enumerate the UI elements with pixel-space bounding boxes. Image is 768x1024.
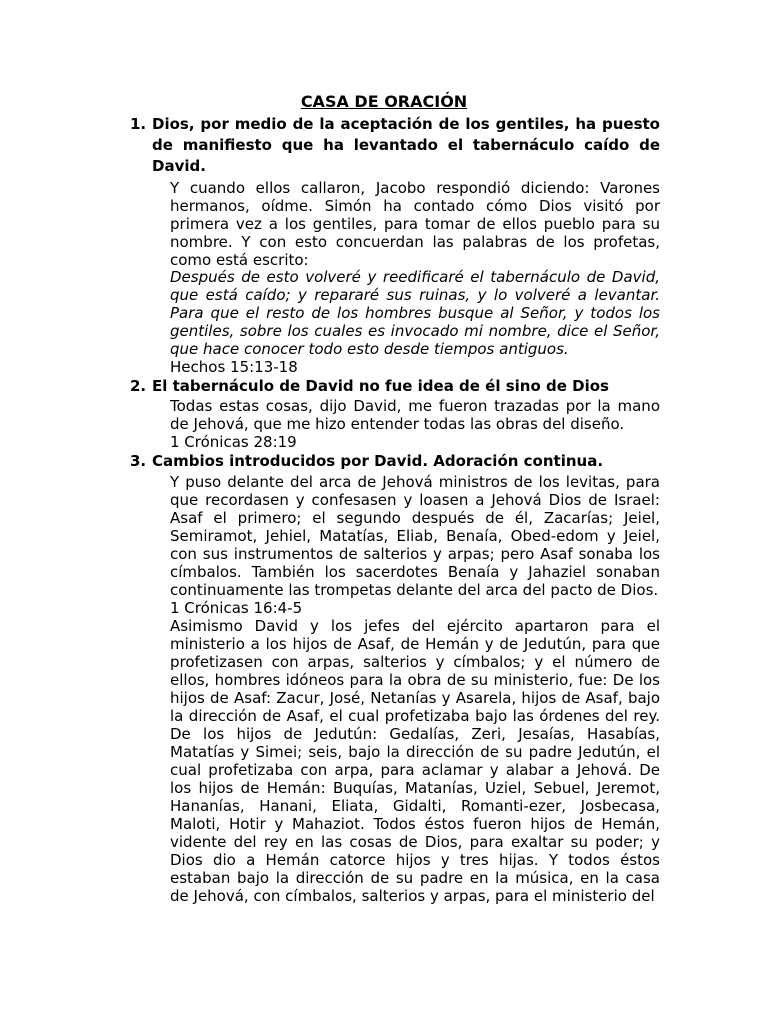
section-heading-text: Dios, por medio de la aceptación de los gentiles, ha puesto de manifiesto que ha levantado el tabernáculo caído de David. — [152, 115, 660, 175]
section-heading-text: El tabernáculo de David no fue idea de él sino de Dios — [152, 377, 609, 395]
section-2-heading — [130, 376, 660, 397]
section-1-reference: Hechos 15:13-18 — [170, 358, 298, 376]
section-3-heading — [130, 451, 660, 472]
section-heading-text: Cambios introducidos por David. Adoración continua. — [152, 452, 604, 470]
section-3-paragraph-2: Asimismo David y los jefes del ejército apartaron para el ministerio a los hijos de Asaf, de Hemán y de Jedutún, para que profetizasen con arpas, salterios y címbalos; y el número de ellos, hombres idóneos para la obra de su ministerio, fue: De los hijos de Asaf: Zacur, José, Netanías y Asarela, hijos de Asaf, bajo la dirección de Asaf, el cual profetizaba bajo las órdenes del rey. De los hijos de Jedutún: Gedalías, Zeri, Jesaías, Hasabías, Matatías y Simei; seis, bajo la dirección de su padre Jedutún, el cual profetizaba con arpa, para aclamar y alabar a Jehová. De los hijos de Hemán: Buquías, Matanías, Uziel, Sebuel, Jeremot, Hananías, Hanani, Eliata, Gidalti, Romanti-ezer, Josbecasa, Maloti, Hotir y Mahaziot. Todos éstos fueron hijos de Hemán, vidente del rey en las cosas de Dios, para exaltar su poder; y Dios dio a Hemán catorce hijos y tres hijas. Y todos éstos estaban bajo la dirección de su padre en la música, en la casa de Jehová, con címbalos, salterios y arpas, para el ministerio del — [170, 617, 660, 905]
section-3-paragraph: Y puso delante del arca de Jehová ministros de los levitas, para que recordasen y confesasen y loasen a Jehová Dios de Israel: Asaf el primero; el segundo después de él, Zacarías; Jeiel, Semiramot, Jehiel, Matatías, Eliab, Benaía, Obed-edom y Jeiel, con sus instrumentos de salterios y arpas; pero Asaf sonaba los címbalos. También los sacerdotes Benaía y Jahaziel sonaban continuamente las trompetas delante del arca del pacto de Dios. — [170, 473, 660, 599]
section-1-paragraph: Y cuando ellos callaron, Jacobo respondió diciendo: Varones hermanos, oídme. Simón ha contado cómo Dios visitó por primera vez a los gentiles, para tomar de ellos pueblo para su nombre. Y con esto concuerdan las palabras de los profetas, como está escrito: — [170, 179, 660, 269]
section-1-quote: Después de esto volveré y reedificaré el tabernáculo de David, que está caído; y repararé sus ruinas, y lo volveré a levantar. Para que el resto de los hombres busque al Señor, y todos los gentiles, sobre los cuales es invocado mi nombre, dice el Señor, que hace conocer todo esto desde tiempos antiguos. — [170, 268, 660, 358]
section-number: 2. — [130, 377, 147, 395]
section-2-paragraph: Todas estas cosas, dijo David, me fueron trazadas por la mano de Jehová, que me hizo entender todas las obras del diseño. — [170, 397, 660, 433]
section-2-reference: 1 Crónicas 28:19 — [170, 433, 297, 451]
section-3-reference: 1 Crónicas 16:4-5 — [170, 599, 303, 617]
section-1-heading — [130, 114, 660, 177]
section-number: 3. — [130, 452, 147, 470]
page-title: CASA DE ORACIÓN — [300, 92, 468, 111]
section-number: 1. — [130, 115, 147, 133]
